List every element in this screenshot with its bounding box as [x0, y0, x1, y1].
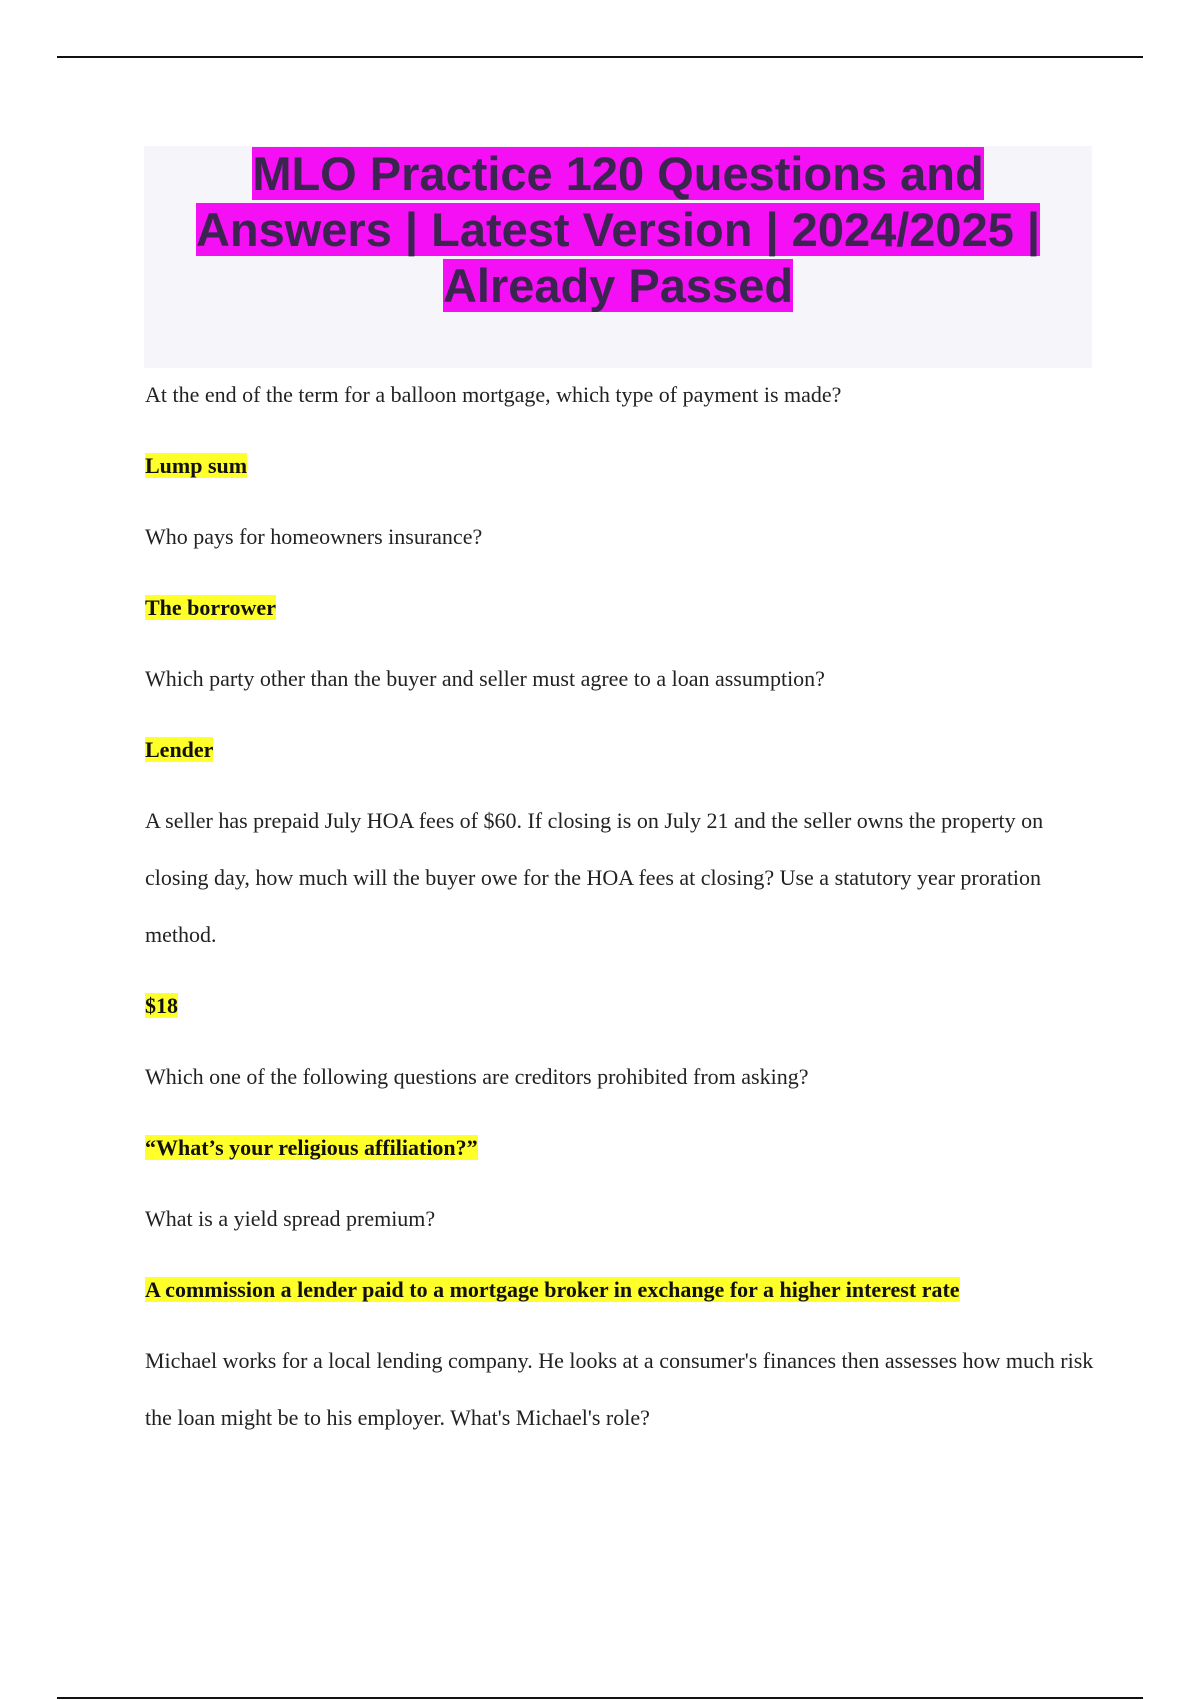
question-text: What is a yield spread premium? — [145, 1206, 436, 1231]
qa-item — [145, 1190, 1105, 1305]
answer-highlight: Lender — [145, 737, 214, 762]
qa-item — [145, 1048, 1105, 1163]
answer-highlight: “What’s your religious affiliation?” — [145, 1135, 478, 1160]
answer-text — [145, 991, 1105, 1021]
question-text: Michael works for a local lending company. He looks at a consumer's finances then assesses how much risk the loan might be to his employer. What's Michael's role? — [145, 1348, 1094, 1430]
qa-item — [145, 508, 1105, 623]
qa-item — [145, 650, 1105, 765]
bottom-rule — [57, 1697, 1143, 1699]
answer-text — [145, 1133, 1105, 1163]
title-line-3: Already Passed — [442, 259, 794, 312]
answer-highlight: Lump sum — [145, 453, 248, 478]
answer-text — [145, 1275, 1105, 1305]
question-text: Which party other than the buyer and seller must agree to a loan assumption? — [145, 666, 825, 691]
qa-item — [145, 1332, 1105, 1446]
qa-item — [145, 792, 1105, 1021]
answer-highlight: A commission a lender paid to a mortgage broker in exchange for a higher interest rate — [145, 1277, 960, 1302]
document-title — [144, 146, 1092, 314]
answer-highlight: The borrower — [145, 595, 276, 620]
qa-item — [145, 366, 1105, 481]
answer-text — [145, 593, 1105, 623]
answer-text — [145, 735, 1105, 765]
question-text: A seller has prepaid July HOA fees of $60. If closing is on July 21 and the seller owns the property on closing day, how much will the buyer owe for the HOA fees at closing? Use a statutory year proration method. — [145, 808, 1044, 947]
qa-list — [145, 366, 1105, 1446]
question-text: At the end of the term for a balloon mortgage, which type of payment is made? — [145, 382, 842, 407]
title-banner — [144, 146, 1092, 368]
answer-text — [145, 451, 1105, 481]
title-line-1: MLO Practice 120 Questions and — [252, 147, 984, 200]
question-text: Which one of the following questions are creditors prohibited from asking? — [145, 1064, 809, 1089]
answer-highlight: $18 — [145, 993, 178, 1018]
top-rule — [57, 56, 1143, 58]
question-text: Who pays for homeowners insurance? — [145, 524, 483, 549]
title-line-2: Answers | Latest Version | 2024/2025 | — [195, 203, 1041, 256]
